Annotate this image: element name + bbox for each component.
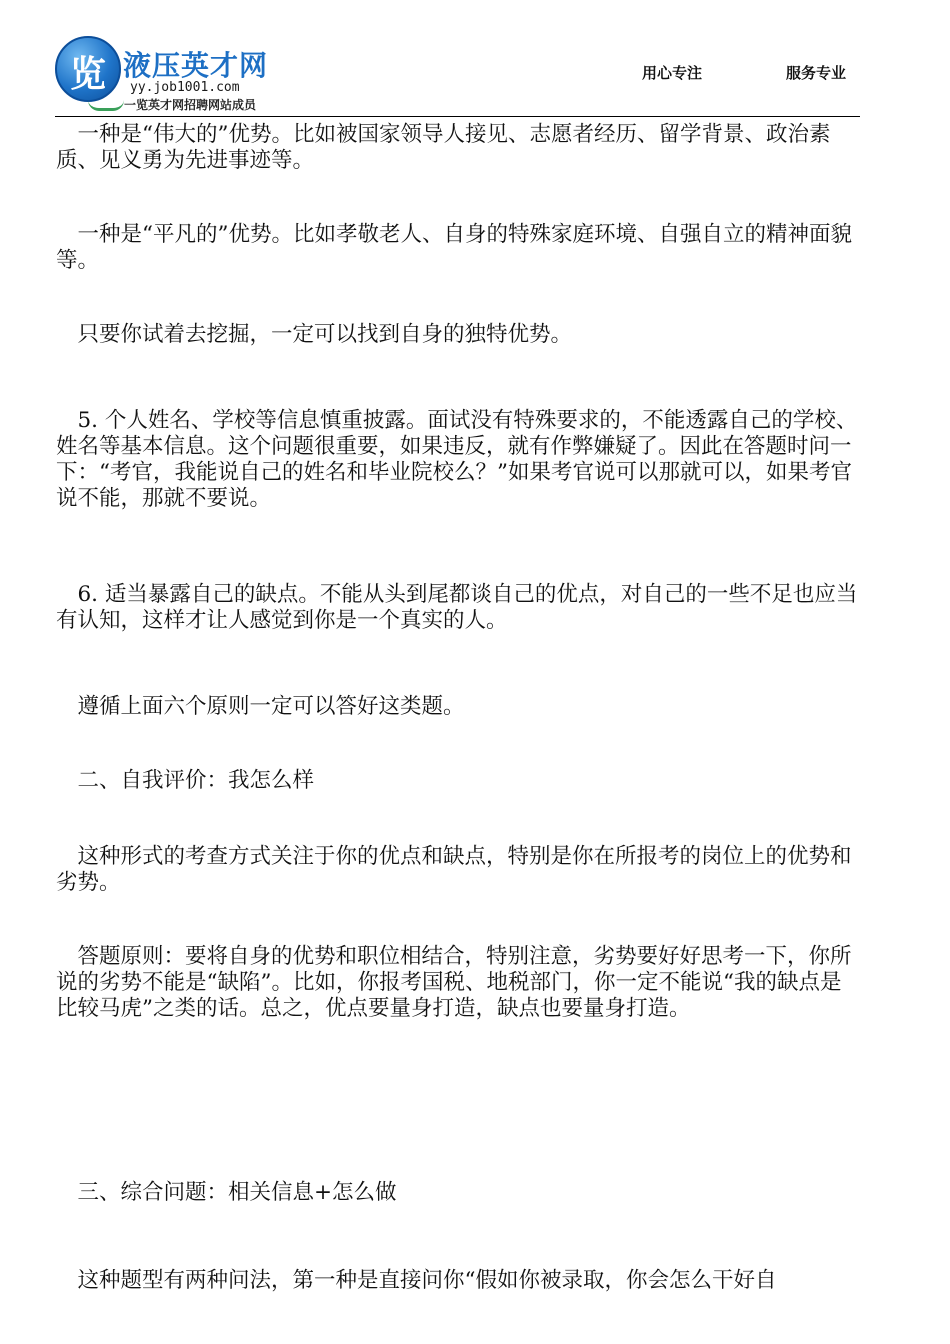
paragraph-comprehensive: 这种题型有两种问法，第一种是直接问你“假如你被录取，你会怎么干好自: [56, 1268, 777, 1293]
paragraph-great-advantage: 一种是“伟大的”优势。比如被国家领导人接见、志愿者经历、留学背景、政治素质、见义勇为先进事迹等。: [56, 122, 831, 173]
heading-self-evaluation: 二、自我评价：我怎么样: [56, 768, 315, 793]
logo-url: yy.job1001.com: [130, 80, 240, 95]
paragraph-ordinary-advantage: 一种是“平凡的”优势。比如孝敬老人、自身的特殊家庭环境、自强自立的精神面貌等。: [56, 222, 852, 273]
logo-badge-icon: [55, 36, 121, 102]
paragraph-summary: 遵循上面六个原则一定可以答好这类题。: [56, 694, 465, 719]
paragraph-rule-6: 6. 适当暴露自己的缺点。不能从头到尾都谈自己的优点，对自己的一些不足也应当有认知，这样才让人感觉到你是一个真实的人。: [56, 582, 858, 633]
logo-subtitle: 一览英才网招聘网站成员: [124, 98, 257, 112]
logo-swoosh-icon: [88, 100, 124, 111]
paragraph-dig-advantage: 只要你试着去挖掘，一定可以找到自身的独特优势。: [56, 322, 573, 347]
paragraph-answer-principle: 答题原则：要将自身的优势和职位相结合，特别注意，劣势要好好思考一下，你所说的劣势不能是“缺陷”。比如，你报考国税、地税部门，你一定不能说“我的缺点是比较马虎”之类的话。总之，优点要量身打造，缺点也要量身打造。: [56, 944, 852, 1021]
paragraph-rule-5: 5. 个人姓名、学校等信息慎重披露。面试没有特殊要求的，不能透露自己的学校、姓名等基本信息。这个问题很重要，如果违反，就有作弊嫌疑了。因此在答题时问一下：“考官，我能说自己的姓名和毕业院校么？”如果考官说可以那就可以，如果考官说不能，那就不要说。: [56, 408, 858, 511]
page-header: [0, 0, 950, 118]
header-divider: [55, 116, 860, 117]
paragraph-self-evaluation: 这种形式的考查方式关注于你的优点和缺点，特别是你在所报考的岗位上的优势和劣势。: [56, 844, 852, 895]
logo-badge-glyph: 览: [69, 54, 106, 95]
slogan-service: 服务专业: [786, 64, 847, 82]
slogan-focus: 用心专注: [642, 64, 703, 82]
logo-title: 液压英才网: [123, 49, 269, 82]
heading-comprehensive: 三、综合问题：相关信息+怎么做: [56, 1180, 397, 1205]
